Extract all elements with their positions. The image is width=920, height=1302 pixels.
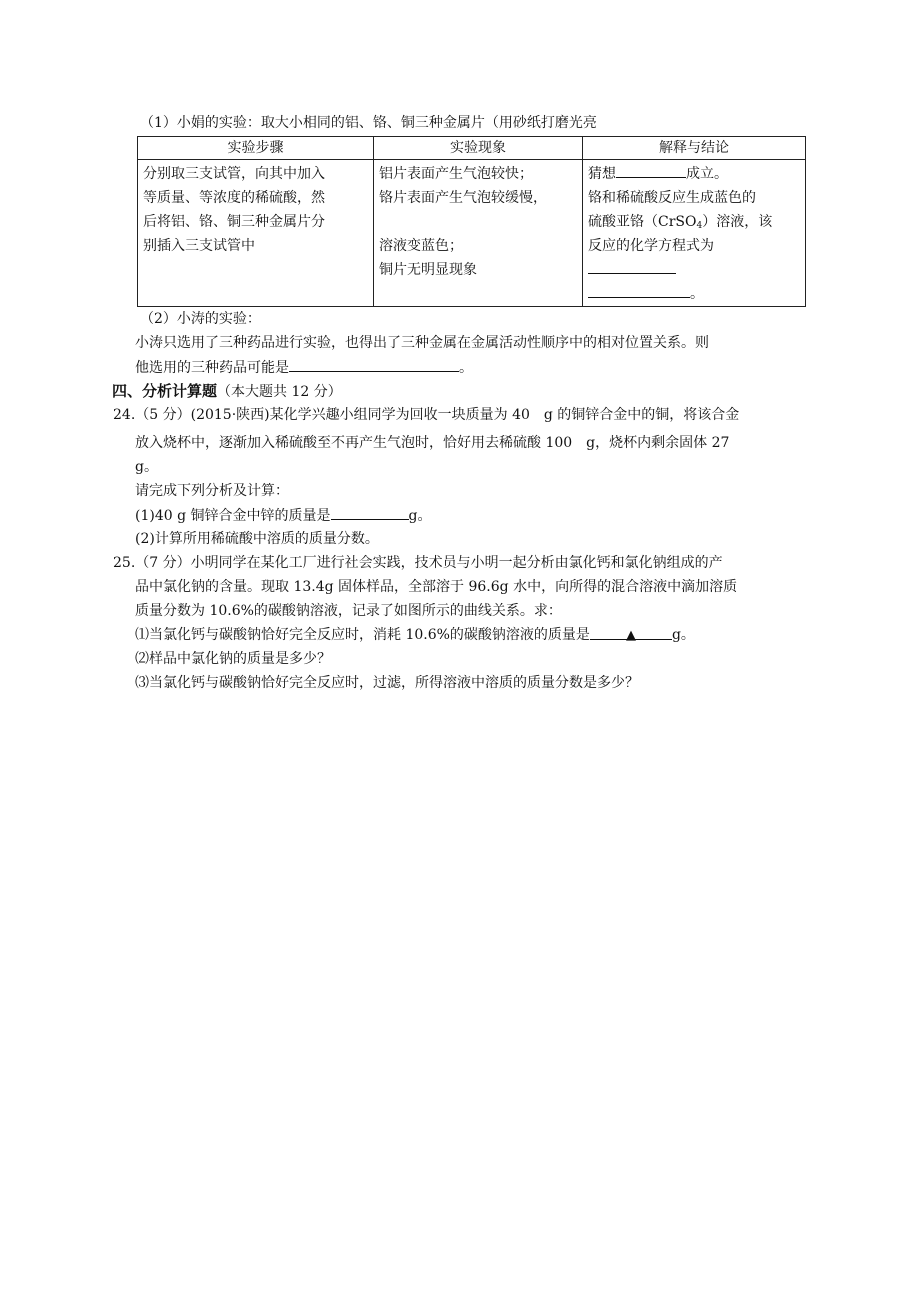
q25-line2: 品中氯化钠的含量。现取 13.4g 固体样品，全部溶于 96.6g 水中，向所得的混合溶液中滴加溶质: [135, 579, 738, 595]
q24-line3: g。: [135, 459, 158, 475]
section4-heading: [112, 381, 342, 402]
guess-label: 猜想: [588, 166, 616, 182]
triangle-icon: ▲: [625, 628, 636, 643]
conclusion-line: 反应的化学方程式为: [588, 238, 714, 254]
q25-sub1-text: ⑴当氯化钙与碳酸钠恰好完全反应时，消耗 10.6%的碳酸钠溶液的质量是: [135, 627, 590, 643]
observation-line: 铝片表面产生气泡较快；: [379, 166, 533, 182]
step-line: 等质量、等浓度的稀硫酸，然: [143, 190, 325, 206]
q24-sub1-unit: g。: [408, 508, 432, 524]
part2-line1: 小涛只选用了三种药品进行实验，也得出了三种金属在金属活动性顺序中的相对位置关系。则: [135, 335, 709, 351]
q25-sub1-unit: g。: [671, 627, 695, 643]
equation-blank-line: [588, 258, 800, 282]
header-conclusion: 解释与结论: [583, 137, 806, 160]
conclusion-line: [588, 210, 800, 234]
table-header-row: [138, 137, 806, 160]
conclusion-cell: [583, 160, 806, 307]
header-steps: 实验步骤: [138, 137, 374, 160]
conclusion-line: [588, 162, 800, 186]
experiment-table: [137, 136, 806, 307]
guess-suffix: 成立。: [686, 166, 728, 182]
q24-sub1-text: (1)40 g 铜锌合金中锌的质量是: [135, 508, 331, 524]
crso4-pre: 硫酸亚铬（CrSO: [588, 214, 697, 230]
equation-blank[interactable]: [588, 259, 676, 274]
header-observations: 实验现象: [374, 137, 583, 160]
section4-title: 四、分析计算题: [112, 382, 218, 400]
observation-line: 铬片表面产生气泡较缓慢，: [379, 190, 547, 206]
q25-sub2: ⑵样品中氯化钠的质量是多少？: [135, 651, 331, 667]
observations-cell: [374, 160, 583, 307]
q24-line1: 24.（5 分）(2015·陕西)某化学兴趣小组同学为回收一块质量为 40 g 的铜锌合金中的铜，将该合金: [113, 407, 740, 423]
table-body-row: [138, 160, 806, 307]
sodium-carbonate-blank[interactable]: [590, 625, 672, 643]
q25-sub3: ⑶当氯化钙与碳酸钠恰好完全反应时，过滤，所得溶液中溶质的质量分数是多少？: [135, 675, 639, 691]
observation-line: 溶液变蓝色；: [379, 238, 463, 254]
q25-line1: 25.（7 分）小明同学在某化工厂进行社会实践，技术员与小明一起分析由氯化钙和氯化钠组成的产: [113, 555, 723, 571]
q24-sub2: (2)计算所用稀硫酸中溶质的质量分数。: [135, 531, 379, 547]
part1-intro: （1）小娟的实验：取大小相同的铝、铬、铜三种金属片（用砂纸打磨光亮: [140, 115, 597, 131]
q25-line3: 质量分数为 10.6%的碳酸钠溶液，记录了如图所示的曲线关系。求：: [135, 603, 562, 619]
part2-line2: [135, 357, 473, 378]
part2-line2-text: 他选用的三种药品可能是: [135, 360, 289, 376]
part2-line2-end: 。: [459, 360, 473, 376]
steps-cell: [138, 160, 374, 307]
equation-end: 。: [690, 286, 704, 302]
q24-sub1: [135, 505, 431, 526]
observation-line: 铜片无明显现象: [379, 262, 477, 278]
q25-sub1: [135, 625, 695, 645]
conclusion-line: 铬和稀硫酸反应生成蓝色的: [588, 190, 756, 206]
q24-line2: 放入烧杯中，逐渐加入稀硫酸至不再产生气泡时，恰好用去稀硫酸 100 g，烧杯内剩余固体 27: [135, 435, 730, 451]
zinc-mass-blank[interactable]: [331, 505, 409, 520]
reagents-blank[interactable]: [289, 357, 459, 372]
crso4-subscript: 4: [696, 221, 703, 231]
q24-line4: 请完成下列分析及计算：: [135, 483, 289, 499]
step-line: 后将铝、铬、铜三种金属片分: [143, 214, 325, 230]
equation-blank[interactable]: [588, 283, 690, 298]
guess-blank[interactable]: [616, 163, 686, 178]
crso4-post: ）溶液，该: [702, 214, 773, 230]
part2-title: （2）小涛的实验：: [140, 311, 261, 327]
section4-note: （本大题共 12 分）: [217, 384, 342, 400]
step-line: 别插入三支试管中: [143, 238, 255, 254]
equation-blank-line: [588, 282, 800, 306]
observation-gap: [379, 210, 577, 234]
step-line: 分别取三支试管，向其中加入: [143, 166, 325, 182]
